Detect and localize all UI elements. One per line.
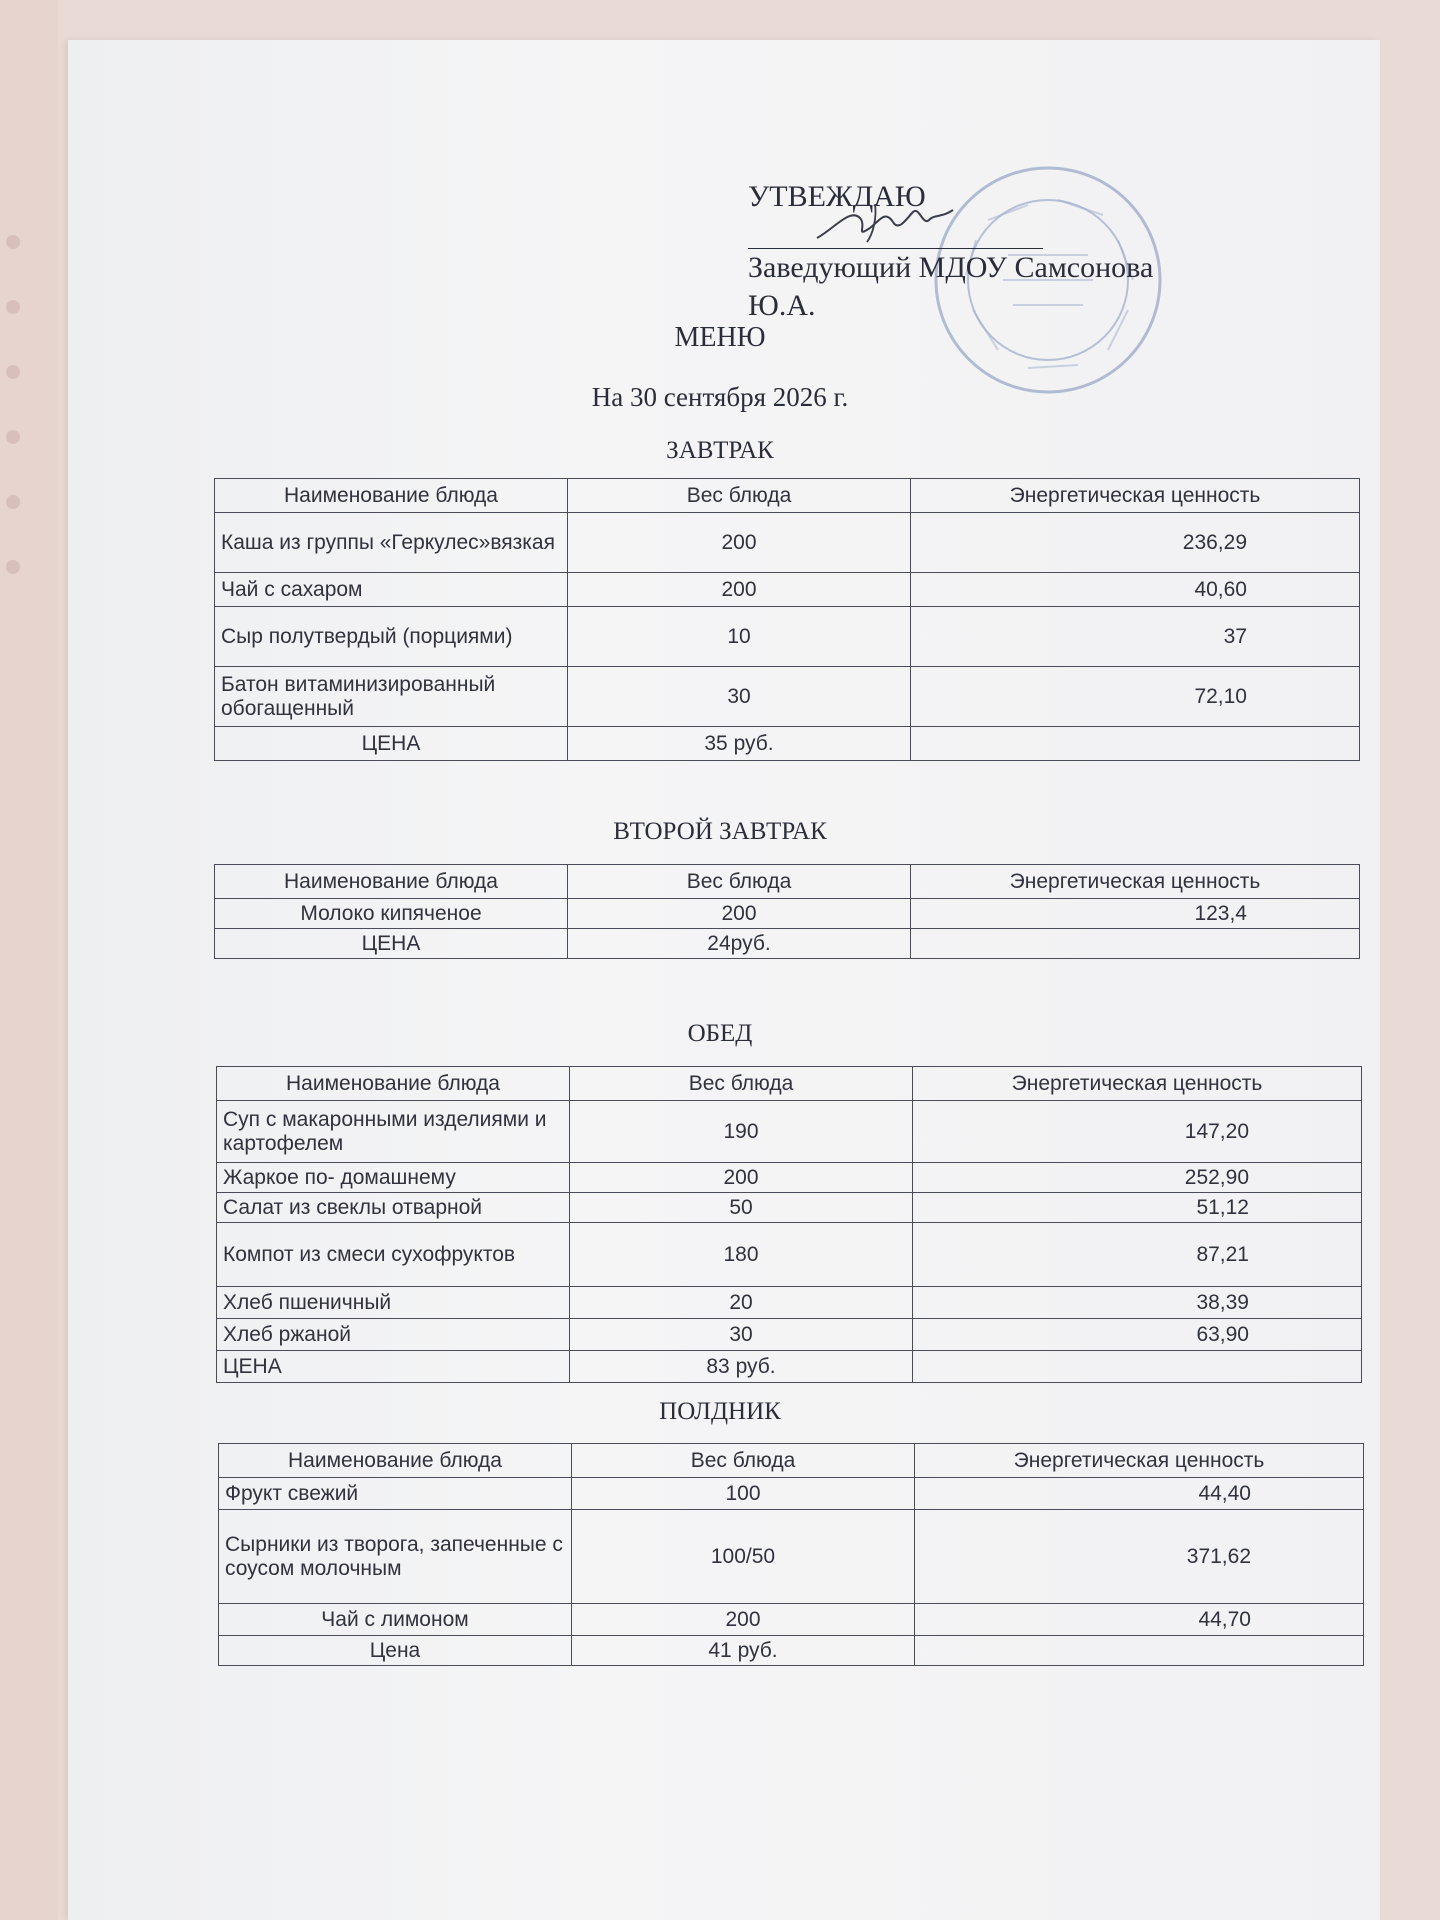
dish-weight: 30 <box>570 1319 913 1351</box>
price-value: 83 руб. <box>570 1351 913 1383</box>
table-row <box>219 1510 1364 1604</box>
section-title-second-breakfast: ВТОРОЙ ЗАВТРАК <box>613 818 827 845</box>
table-row <box>215 513 1360 573</box>
dish-name: Суп с макаронными изделиями и картофелем <box>217 1101 570 1163</box>
document-title: МЕНЮ <box>674 322 766 353</box>
dish-energy: 51,12 <box>913 1193 1362 1223</box>
header-dish-name: Наименование блюда <box>215 479 568 513</box>
header-energy: Энергетическая ценность <box>911 479 1360 513</box>
table-row <box>215 667 1360 727</box>
dish-name: Компот из смеси сухофруктов <box>217 1223 570 1287</box>
dish-weight: 20 <box>570 1287 913 1319</box>
dish-weight: 200 <box>570 1163 913 1193</box>
dish-name: Батон витаминизированный обогащенный <box>215 667 568 727</box>
dish-energy: 236,29 <box>911 513 1360 573</box>
header-weight: Вес блюда <box>570 1067 913 1101</box>
dish-name: Салат из свеклы отварной <box>217 1193 570 1223</box>
table-row <box>217 1223 1362 1287</box>
dish-name: Жаркое по- домашнему <box>217 1163 570 1193</box>
dish-weight: 50 <box>570 1193 913 1223</box>
section-title-breakfast: ЗАВТРАК <box>666 437 774 464</box>
table-row <box>215 899 1360 929</box>
table-row <box>219 1478 1364 1510</box>
header-weight: Вес блюда <box>572 1444 915 1478</box>
approval-initials: Ю.А. <box>748 289 816 322</box>
price-empty-cell <box>911 929 1360 959</box>
price-label: ЦЕНА <box>215 727 568 761</box>
snack-table <box>218 1443 1364 1666</box>
dish-weight: 30 <box>568 667 911 727</box>
dish-energy: 72,10 <box>911 667 1360 727</box>
table-row <box>217 1319 1362 1351</box>
dish-weight: 100/50 <box>572 1510 915 1604</box>
price-row <box>215 929 1360 959</box>
price-empty-cell <box>915 1636 1364 1666</box>
price-label: ЦЕНА <box>217 1351 570 1383</box>
table-header-row <box>219 1444 1364 1478</box>
price-row <box>219 1636 1364 1666</box>
dish-energy: 38,39 <box>913 1287 1362 1319</box>
dish-weight: 200 <box>568 573 911 607</box>
dish-name: Чай с лимоном <box>219 1604 572 1636</box>
dish-energy: 44,40 <box>915 1478 1364 1510</box>
breakfast-table <box>214 478 1360 761</box>
dish-name: Фрукт свежий <box>219 1478 572 1510</box>
handwritten-signature <box>815 198 955 246</box>
price-value: 24руб. <box>568 929 911 959</box>
table-row <box>217 1193 1362 1223</box>
dish-energy: 252,90 <box>913 1163 1362 1193</box>
table-row <box>215 573 1360 607</box>
price-row <box>217 1351 1362 1383</box>
binder-hole <box>6 495 20 509</box>
dish-energy: 371,62 <box>915 1510 1364 1604</box>
header-energy: Энергетическая ценность <box>911 865 1360 899</box>
table-row <box>215 607 1360 667</box>
section-title-lunch: ОБЕД <box>687 1020 753 1047</box>
dish-name: Каша из группы «Геркулес»вязкая <box>215 513 568 573</box>
lunch-table <box>216 1066 1362 1383</box>
price-row <box>215 727 1360 761</box>
second-breakfast-table <box>214 864 1360 959</box>
table-header-row <box>217 1067 1362 1101</box>
header-dish-name: Наименование блюда <box>219 1444 572 1478</box>
price-value: 35 руб. <box>568 727 911 761</box>
price-empty-cell <box>913 1351 1362 1383</box>
dish-name: Чай с сахаром <box>215 573 568 607</box>
dish-weight: 10 <box>568 607 911 667</box>
binder-hole <box>6 300 20 314</box>
table-row <box>217 1163 1362 1193</box>
price-label: Цена <box>219 1636 572 1666</box>
dish-energy: 40,60 <box>911 573 1360 607</box>
dish-energy: 37 <box>911 607 1360 667</box>
dish-name: Сырники из творога, запеченные с соусом молочным <box>219 1510 572 1604</box>
price-value: 41 руб. <box>572 1636 915 1666</box>
header-energy: Энергетическая ценность <box>913 1067 1362 1101</box>
dish-weight: 190 <box>570 1101 913 1163</box>
table-row <box>217 1101 1362 1163</box>
dish-weight: 200 <box>572 1604 915 1636</box>
menu-date: На 30 сентября 2026 г. <box>591 382 849 412</box>
header-weight: Вес блюда <box>568 865 911 899</box>
dish-name: Хлеб ржаной <box>217 1319 570 1351</box>
binder-hole <box>6 235 20 249</box>
dish-name: Молоко кипяченое <box>215 899 568 929</box>
table-row <box>217 1287 1362 1319</box>
header-weight: Вес блюда <box>568 479 911 513</box>
dish-name: Хлеб пшеничный <box>217 1287 570 1319</box>
table-header-row <box>215 479 1360 513</box>
dish-energy: 44,70 <box>915 1604 1364 1636</box>
approval-position: Заведующий МДОУ Самсонова <box>748 251 1154 284</box>
dish-weight: 200 <box>568 899 911 929</box>
dish-weight: 180 <box>570 1223 913 1287</box>
folder-edge <box>0 0 58 1920</box>
dish-weight: 200 <box>568 513 911 573</box>
price-label: ЦЕНА <box>215 929 568 959</box>
binder-hole <box>6 365 20 379</box>
price-empty-cell <box>911 727 1360 761</box>
dish-weight: 100 <box>572 1478 915 1510</box>
dish-name: Сыр полутвердый (порциями) <box>215 607 568 667</box>
approval-heading: УТВЕЖДАЮ <box>748 180 926 213</box>
dish-energy: 123,4 <box>911 899 1360 929</box>
dish-energy: 147,20 <box>913 1101 1362 1163</box>
dish-energy: 87,21 <box>913 1223 1362 1287</box>
dish-energy: 63,90 <box>913 1319 1362 1351</box>
binder-hole <box>6 560 20 574</box>
section-title-snack: ПОЛДНИК <box>659 1398 781 1425</box>
table-header-row <box>215 865 1360 899</box>
header-energy: Энергетическая ценность <box>915 1444 1364 1478</box>
table-row <box>219 1604 1364 1636</box>
header-dish-name: Наименование блюда <box>217 1067 570 1101</box>
header-dish-name: Наименование блюда <box>215 865 568 899</box>
